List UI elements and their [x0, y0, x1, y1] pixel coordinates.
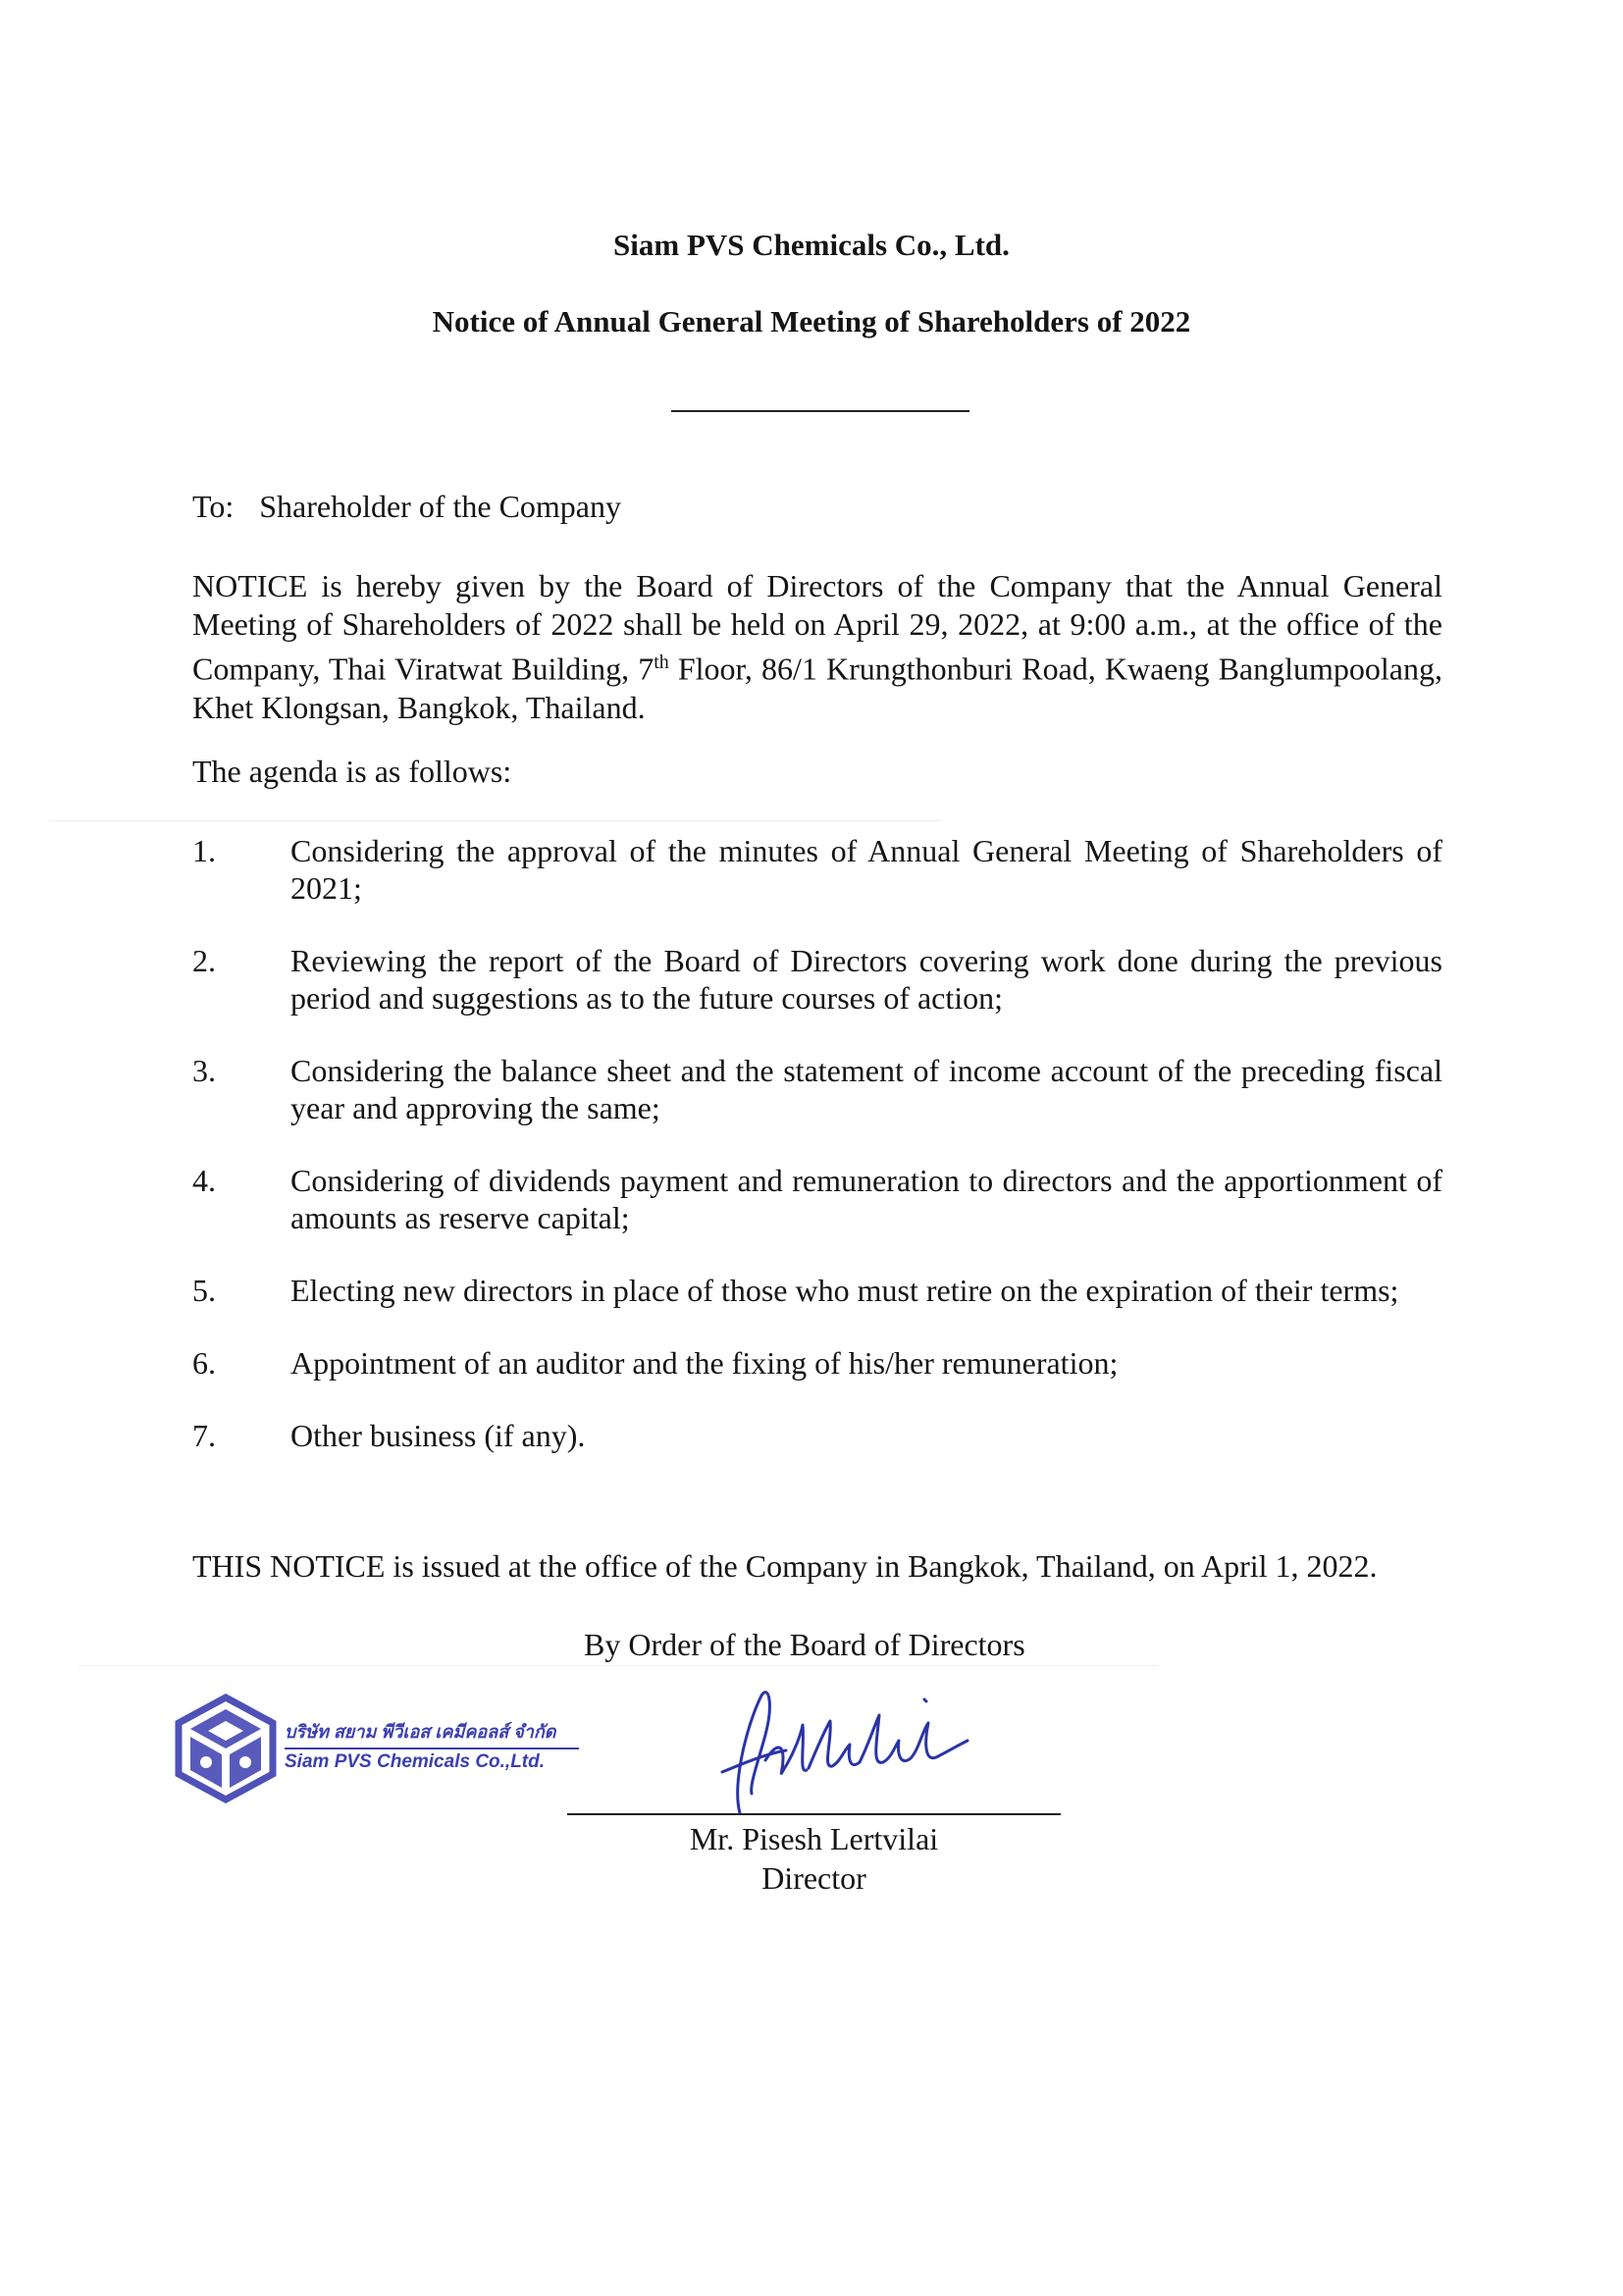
agenda-item — [192, 942, 1442, 1017]
agenda-list — [192, 832, 1442, 1489]
notice-text-part1: NOTICE is hereby given by the Board of Directors of the Company that the Annual General Meeting of Shareholders of 2022 shall be held on April 29, 2022, at 9:00 a.m., at the office of the Company, Thai Viratwat Building, 7 — [192, 568, 1442, 687]
notice-text-part2: Floor, 86/1 Krungthonburi Road, Kwaeng Banglumpoolang, Khet Klongsan, Bangkok, Thailand. — [192, 651, 1443, 725]
scan-artifact-line — [49, 820, 942, 821]
company-name: Siam PVS Chemicals Co., Ltd. — [613, 228, 1010, 262]
agenda-number: 7. — [192, 1418, 216, 1453]
agenda-text: Appointment of an auditor and the fixing of his/her remuneration; — [290, 1345, 1119, 1381]
agenda-number: 4. — [192, 1163, 216, 1198]
agenda-item — [192, 1344, 1442, 1382]
agenda-item — [192, 1052, 1442, 1126]
to-label: To: — [192, 489, 235, 524]
by-order-line: By Order of the Board of Directors — [584, 1627, 1025, 1662]
agenda-intro: The agenda is as follows: — [192, 754, 512, 789]
agenda-text: Considering the balance sheet and the statement of income account of the preceding fiscal year and approving the same; — [290, 1053, 1442, 1125]
company-seal — [167, 1690, 579, 1807]
agenda-text: Other business (if any). — [290, 1418, 586, 1453]
agenda-number: 2. — [192, 943, 216, 978]
issued-statement: THIS NOTICE is issued at the office of the Company in Bangkok, Thailand, on April 1, 2022. — [192, 1548, 1378, 1584]
signer-title: Director — [761, 1860, 866, 1896]
recipient: Shareholder of the Company — [259, 489, 621, 524]
signature-line — [567, 1813, 1061, 1815]
seal-thai-name: บริษัท สยาม พีวีเอส เคมีคอลส์ จำกัด — [285, 1717, 579, 1749]
agenda-text: Considering the approval of the minutes of Annual General Meeting of Shareholders of 2021; — [290, 833, 1442, 906]
title-divider — [671, 410, 969, 412]
agenda-text: Electing new directors in place of those who must retire on the expiration of their terms; — [290, 1273, 1399, 1308]
agenda-item — [192, 1162, 1442, 1236]
seal-text — [285, 1717, 579, 1773]
ordinal-suffix: th — [654, 652, 669, 673]
seal-english-name: Siam PVS Chemicals Co.,Ltd. — [285, 1751, 546, 1772]
notice-title: Notice of Annual General Meeting of Shareholders of 2022 — [432, 304, 1191, 339]
agenda-number: 6. — [192, 1345, 216, 1381]
agenda-item — [192, 1417, 1442, 1454]
signer-name: Mr. Pisesh Lertvilai — [689, 1821, 939, 1856]
director-signature — [693, 1686, 977, 1823]
agenda-text: Considering of dividends payment and remuneration to directors and the apportionment of amounts as reserve capital; — [290, 1163, 1442, 1235]
company-logo-icon — [167, 1690, 285, 1807]
notice-paragraph — [192, 567, 1442, 727]
agenda-number: 1. — [192, 833, 216, 868]
scan-artifact-line — [79, 1665, 1158, 1666]
agenda-number: 5. — [192, 1273, 216, 1308]
agenda-item — [192, 1272, 1442, 1309]
recipient-line — [192, 489, 621, 525]
agenda-text: Reviewing the report of the Board of Directors covering work done during the previous period and suggestions as to the future courses of action; — [290, 943, 1442, 1016]
agenda-number: 3. — [192, 1053, 216, 1088]
agenda-item — [192, 832, 1442, 907]
